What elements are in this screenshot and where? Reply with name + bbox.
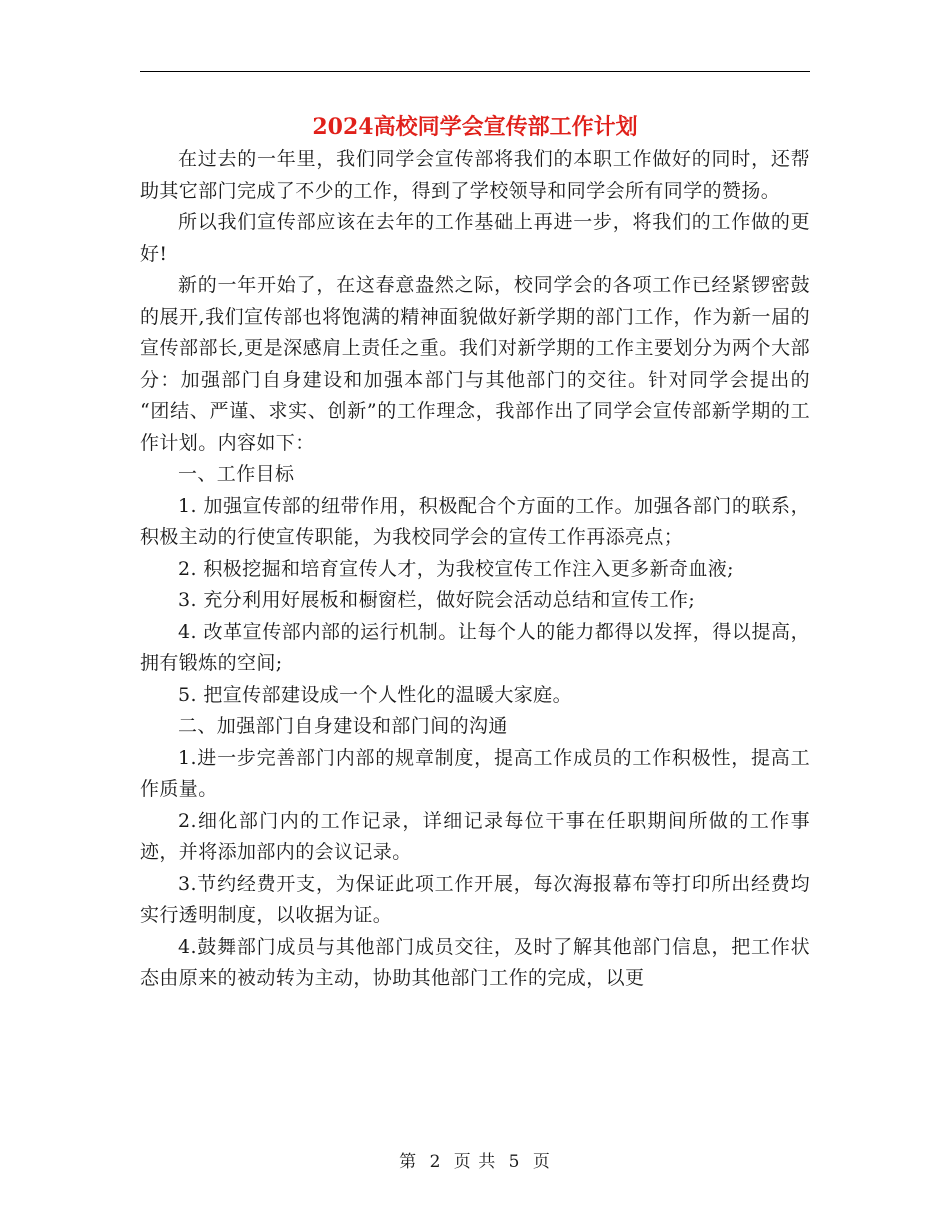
list-item: 2. 积极挖掘和培育宣传人才，为我校宣传工作注入更多新奇血液;: [178, 557, 734, 580]
list-item: 4.鼓舞部门成员与其他部门成员交往，及时了解其他部门信息，把工作状态由原来的被动转为主动，协助其他部门工作的完成，以更: [140, 935, 810, 989]
document-title: 2024高校同学会宣传部工作计划: [312, 114, 638, 140]
footer-suffix: 页: [532, 1152, 551, 1172]
page-footer: [0, 1150, 950, 1174]
page-total: 5: [508, 1152, 521, 1172]
page-number: 2: [429, 1152, 442, 1172]
section-heading: 一、工作目标: [178, 463, 295, 485]
list-item: 3. 充分利用好展板和橱窗栏，做好院会活动总结和宣传工作;: [178, 589, 696, 611]
paragraph: 在过去的一年里，我们同学会宣传部将我们的本职工作做好的同时，还帮助其它部门完成了不少的工作，得到了学校领导和同学会所有同学的赞扬。: [140, 148, 810, 202]
list-item: 1.进一步完善部门内部的规章制度，提高工作成员的工作积极性，提高工作质量。: [140, 746, 810, 800]
paragraph: 所以我们宣传部应该在去年的工作基础上再进一步，将我们的工作做的更好!: [140, 211, 810, 265]
list-item: 3.节约经费开支，为保证此项工作开展，每次海报幕布等打印所出经费均实行透明制度，以收据为证。: [140, 872, 810, 926]
list-item: 2.细化部门内的工作记录，详细记录每位干事在任职期间所做的工作事迹，并将添加部内的会议记录。: [140, 809, 810, 863]
footer-middle: 页 共: [453, 1152, 497, 1172]
section-heading: 二、加强部门自身建设和部门间的沟通: [178, 715, 508, 737]
document-body: [140, 144, 810, 995]
list-item: 1. 加强宣传部的纽带作用，积极配合个方面的工作。加强各部门的联系，积极主动的行使宣传职能，为我校同学会的宣传工作再添亮点；: [140, 494, 810, 548]
footer-prefix: 第: [399, 1152, 418, 1172]
header-rule: [140, 71, 810, 72]
paragraph: 新的一年开始了，在这春意盎然之际，校同学会的各项工作已经紧锣密鼓的展开,我们宣传部也将饱满的精神面貌做好新学期的部门工作，作为新一届的宣传部部长,更是深感肩上责任之重。我们对新学期的工作主要划分为两个大部分：加强部门自身建设和加强本部门与其他部门的交往。针对同学会提出的 “团结、严谨、求实、创新”的工作理念，我部作出了同学会宣传部新学期的工作计划。内容如下：: [140, 274, 810, 454]
list-item: 5. 把宣传部建设成一个人性化的温暖大家庭。: [178, 683, 572, 706]
list-item: 4. 改革宣传部内部的运行机制。让每个人的能力都得以发挥，得以提高，拥有锻炼的空间;: [140, 620, 810, 674]
